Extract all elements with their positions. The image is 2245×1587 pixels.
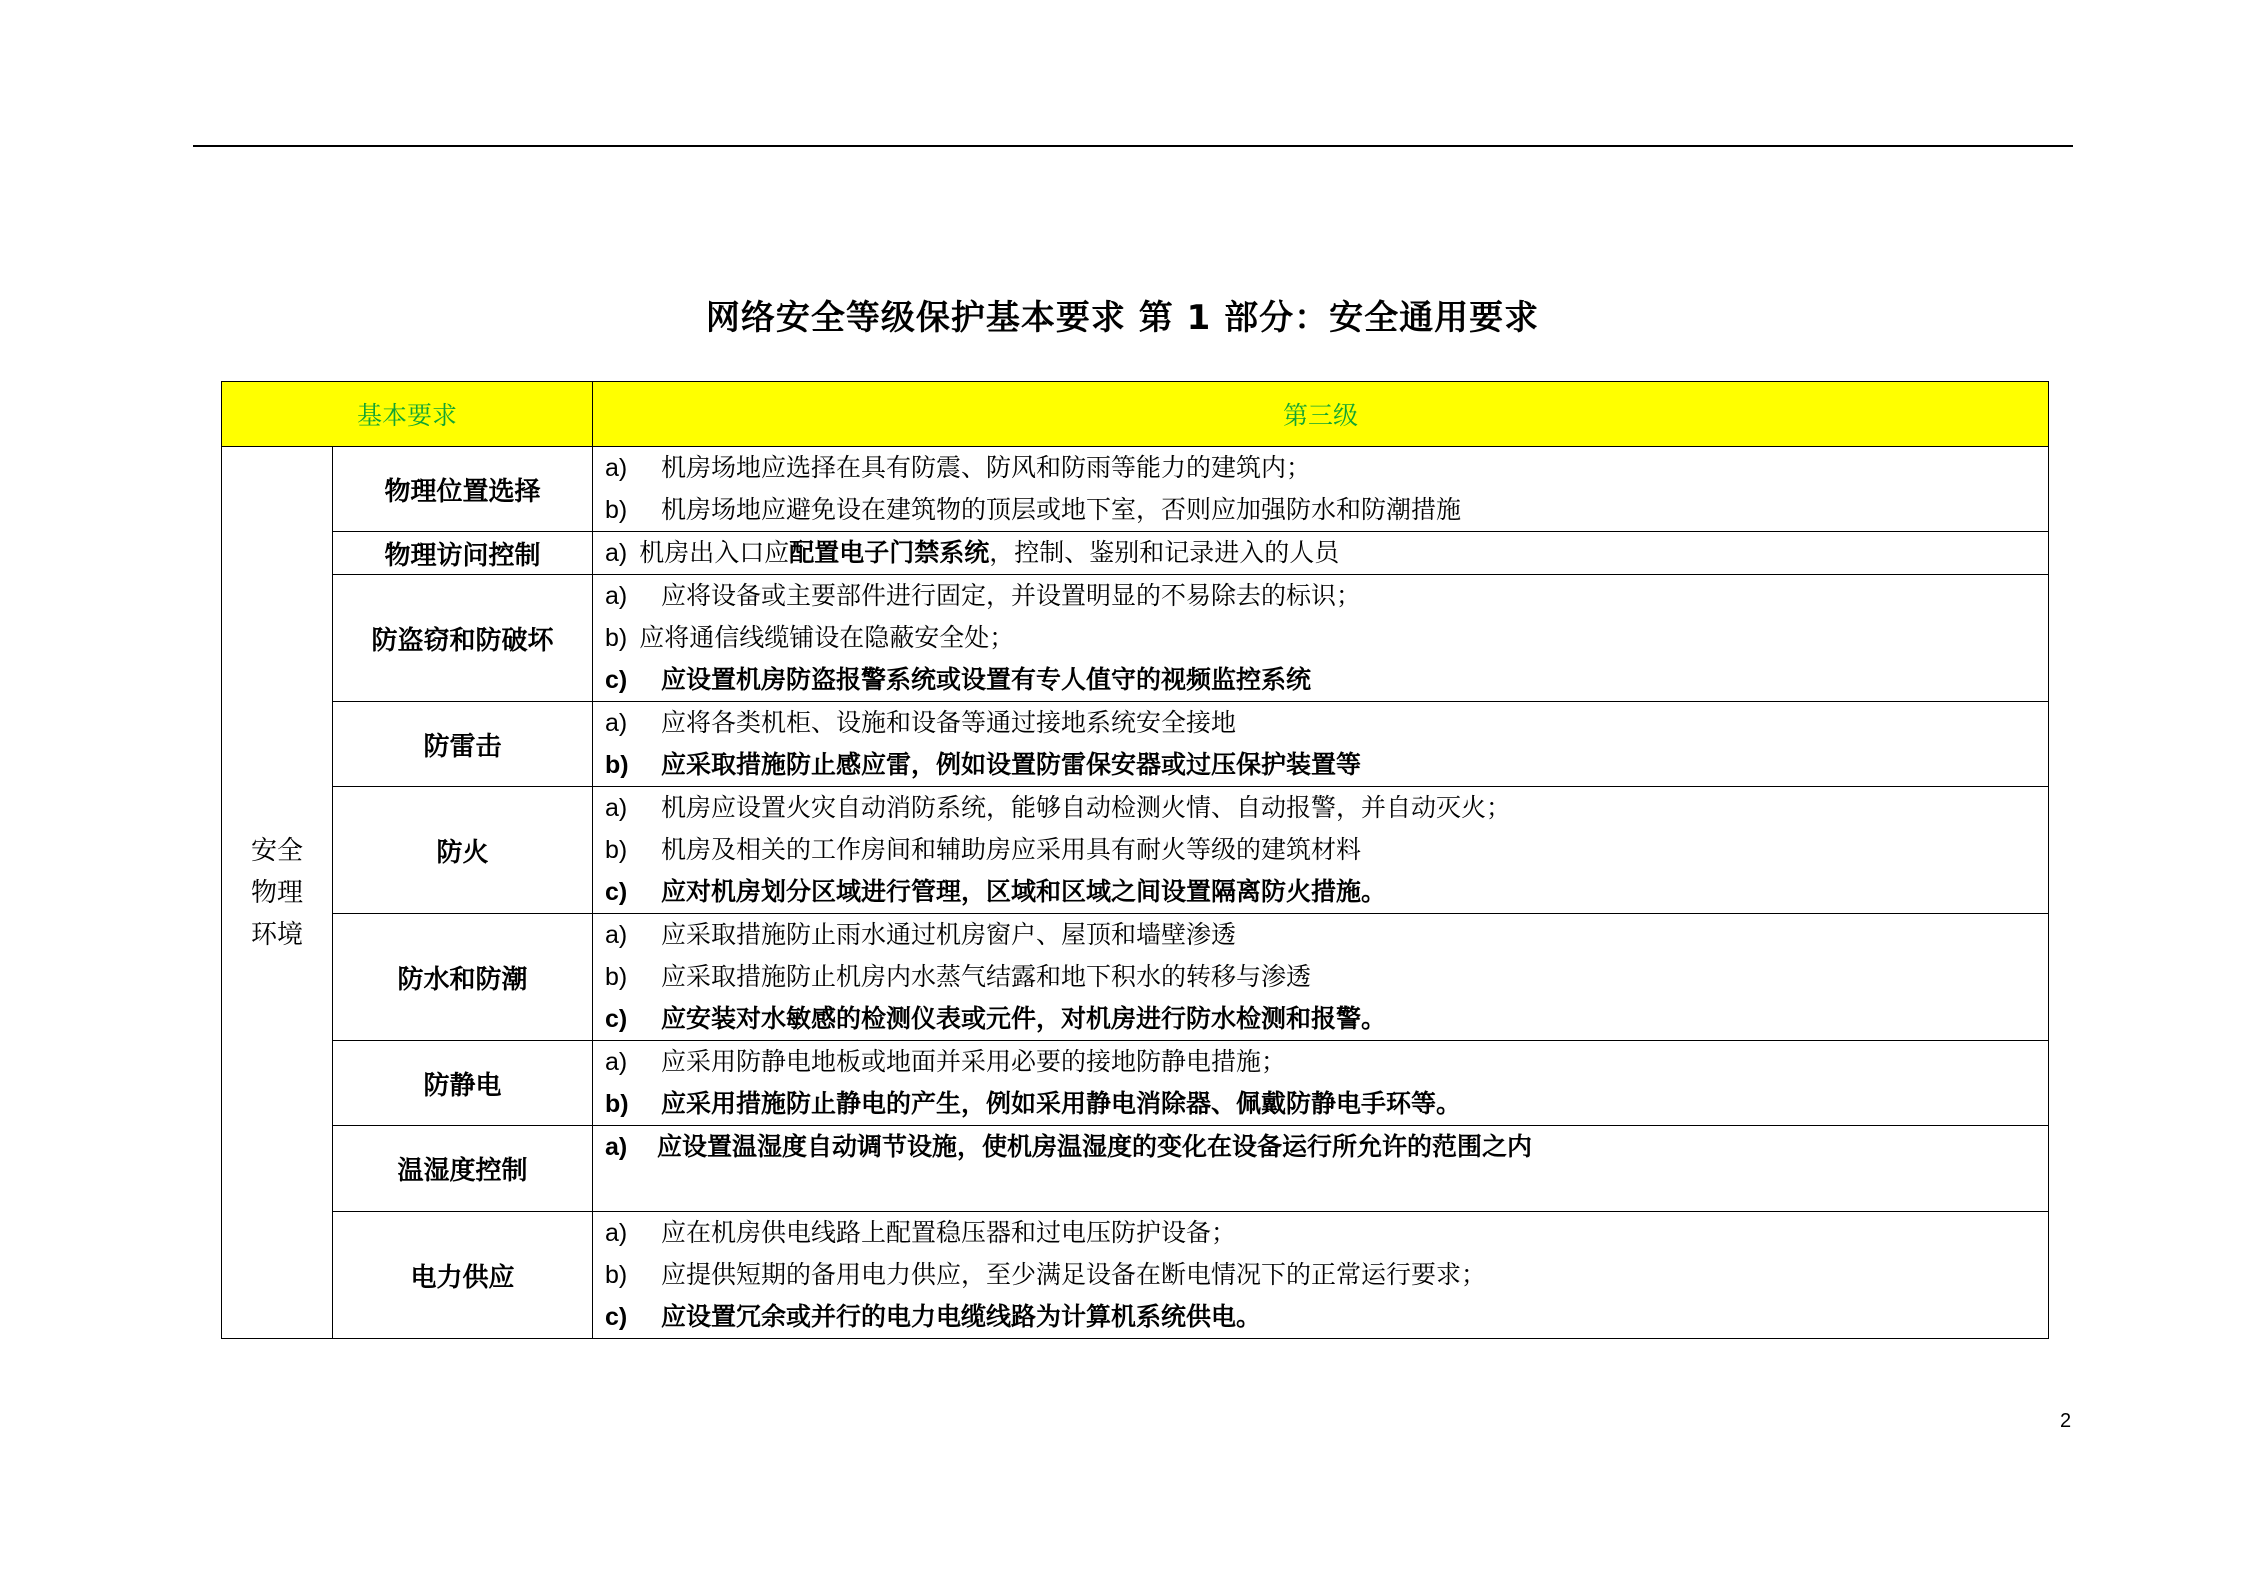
- requirement-items: [593, 447, 2049, 532]
- item-text: 应采用防静电地板或地面并采用必要的接地防静电措施；: [661, 1047, 1287, 1076]
- item-letter: b): [605, 963, 628, 991]
- requirement-items: [593, 914, 2049, 1041]
- item-text: 应安装对水敏感的检测仪表或元件，对机房进行防水检测和报警。: [661, 1004, 1387, 1033]
- requirement-item: [605, 1126, 2048, 1168]
- item-text: 应采用措施防止静电的产生，例如采用静电消除器、佩戴防静电手环等。: [661, 1089, 1462, 1118]
- requirement-item: [605, 956, 2048, 998]
- table-header-row: [222, 382, 2049, 447]
- table-row: [222, 575, 2049, 702]
- header-rule: [193, 145, 2073, 147]
- table-row: [222, 1126, 2049, 1212]
- requirement-items: [593, 787, 2049, 914]
- item-letter: a): [605, 1219, 628, 1247]
- item-text: 应设置冗余或并行的电力电缆线路为计算机系统供电。: [661, 1302, 1262, 1331]
- requirement-item: [605, 447, 2048, 489]
- requirement-items: [593, 1041, 2049, 1126]
- item-letter: a): [605, 582, 628, 610]
- item-text: 应设置温湿度自动调节设施，使机房温湿度的变化在设备运行所允许的范围之内: [657, 1132, 1533, 1161]
- item-text: 机房场地应避免设在建筑物的顶层或地下室，否则应加强防水和防潮措施: [661, 495, 1462, 524]
- item-letter: b): [605, 496, 628, 524]
- requirement-item: [605, 702, 2048, 744]
- item-letter: a): [605, 709, 628, 737]
- requirement-item: [605, 575, 2048, 617]
- item-letter: b): [605, 624, 628, 652]
- requirement-item: [605, 659, 2048, 701]
- item-letter: c): [605, 666, 628, 694]
- requirement-item: [605, 489, 2048, 531]
- requirement-item: [605, 1212, 2048, 1254]
- item-letter: a): [605, 794, 628, 822]
- requirement-item: [605, 1083, 2048, 1125]
- item-text: 机房及相关的工作房间和辅助房应采用具有耐火等级的建筑材料: [661, 835, 1362, 864]
- subcategory-label: 温湿度控制: [333, 1126, 593, 1212]
- requirement-items: [593, 702, 2049, 787]
- item-text: 应在机房供电线路上配置稳压器和过电压防护设备；: [661, 1218, 1237, 1247]
- table-row: [222, 787, 2049, 914]
- item-text: 应对机房划分区域进行管理，区域和区域之间设置隔离防火措施。: [661, 877, 1387, 906]
- item-letter: c): [605, 1005, 628, 1033]
- requirement-item: [605, 829, 2048, 871]
- subcategory-label: 防静电: [333, 1041, 593, 1126]
- requirement-items: [593, 1126, 2049, 1212]
- requirement-items: [593, 532, 2049, 575]
- requirement-item: [605, 744, 2048, 786]
- category-label: 安全 物理 环境: [250, 835, 303, 950]
- item-letter: a): [605, 1048, 628, 1076]
- item-text: 应采取措施防止雨水通过机房窗户、屋顶和墙壁渗透: [661, 920, 1237, 949]
- item-text: 应采取措施防止机房内水蒸气结露和地下积水的转移与渗透: [661, 962, 1312, 991]
- header-basic-requirement: 基本要求: [222, 382, 593, 447]
- table-row: [222, 1041, 2049, 1126]
- item-text: 机房应设置火灾自动消防系统，能够自动检测火情、自动报警，并自动灭火；: [661, 793, 1512, 822]
- requirement-item: [605, 1296, 2048, 1338]
- item-letter: b): [605, 751, 629, 779]
- requirement-item: [605, 617, 2048, 659]
- subcategory-label: 物理访问控制: [333, 532, 593, 575]
- requirement-items: [593, 575, 2049, 702]
- requirement-item: [605, 787, 2048, 829]
- item-text: 应设置机房防盗报警系统或设置有专人值守的视频监控系统: [661, 665, 1312, 694]
- page-number: 2: [2060, 1410, 2072, 1432]
- item-letter: c): [605, 1303, 628, 1331]
- requirements-table: [221, 381, 2049, 1339]
- item-text-emphasis: 配置电子门禁系统: [789, 538, 990, 567]
- item-text-pre: 机房出入口应: [639, 538, 790, 567]
- item-letter: c): [605, 878, 628, 906]
- item-text: 应将各类机柜、设施和设备等通过接地系统安全接地: [661, 708, 1237, 737]
- table-row: [222, 914, 2049, 1041]
- requirement-item: [605, 914, 2048, 956]
- subcategory-label: 电力供应: [333, 1212, 593, 1339]
- subcategory-label: 防雷击: [333, 702, 593, 787]
- item-letter: b): [605, 1090, 629, 1118]
- item-letter: a): [605, 539, 628, 567]
- item-text: 应提供短期的备用电力供应，至少满足设备在断电情况下的正常运行要求；: [661, 1260, 1487, 1289]
- item-letter: b): [605, 1261, 628, 1289]
- requirement-item: [605, 1041, 2048, 1083]
- header-level-three: 第三级: [593, 382, 2049, 447]
- subcategory-label: 防水和防潮: [333, 914, 593, 1041]
- item-text: 机房场地应选择在具有防震、防风和防雨等能力的建筑内；: [661, 453, 1312, 482]
- table-row: [222, 532, 2049, 575]
- subcategory-label: 防火: [333, 787, 593, 914]
- requirement-item: [605, 998, 2048, 1040]
- requirement-items: [593, 1212, 2049, 1339]
- item-letter: a): [605, 921, 628, 949]
- requirement-item: [605, 871, 2048, 913]
- item-text: 应采取措施防止感应雷，例如设置防雷保安器或过压保护装置等: [661, 750, 1362, 779]
- subcategory-label: 防盗窃和防破坏: [333, 575, 593, 702]
- requirement-item: [605, 1254, 2048, 1296]
- table-row: [222, 1212, 2049, 1339]
- table-row: [222, 702, 2049, 787]
- subcategory-label: 物理位置选择: [333, 447, 593, 532]
- table-row: [222, 447, 2049, 532]
- item-text: 应将设备或主要部件进行固定，并设置明显的不易除去的标识；: [661, 581, 1362, 610]
- item-letter: a): [605, 454, 628, 482]
- requirement-item: [605, 532, 2048, 574]
- document-title: 网络安全等级保护基本要求 第 1 部分：安全通用要求: [705, 298, 1540, 338]
- category-physical-environment: [222, 447, 333, 1339]
- item-text-post: ，控制、鉴别和记录进入的人员: [989, 538, 1340, 567]
- item-text: 应将通信线缆铺设在隐蔽安全处；: [639, 623, 1015, 652]
- item-letter: b): [605, 836, 628, 864]
- item-letter: a): [605, 1133, 628, 1161]
